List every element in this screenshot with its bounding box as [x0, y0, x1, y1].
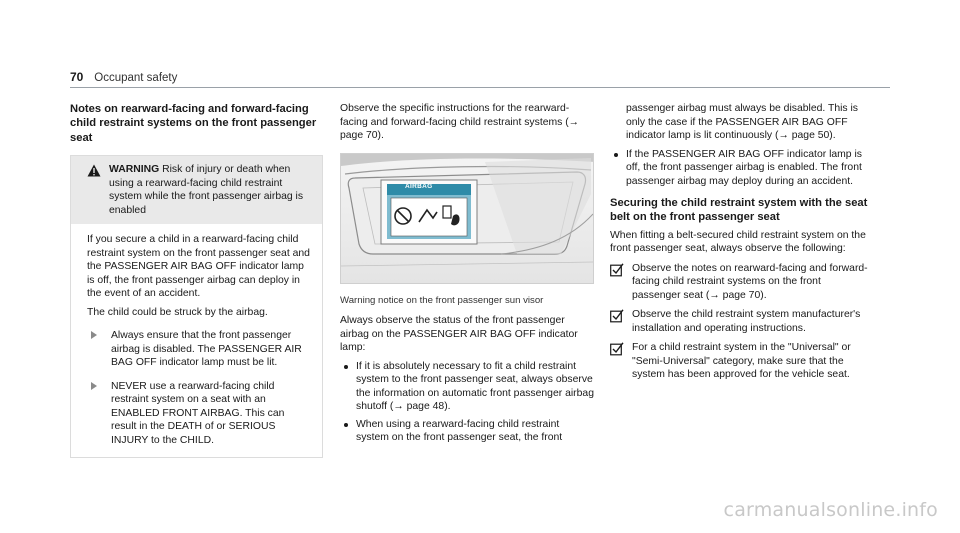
checklist-text: For a child restraint system in the "Universal" or "Semi-Universal" category, make sure that the system has been approved for the vehicle seat. [632, 342, 851, 381]
bullet-icon [344, 365, 348, 369]
lead-paragraph: Always observe the status of the front passenger airbag on the PASSENGER AIR BAG OFF indicator lamp: [340, 315, 578, 354]
checkbox-checked-icon [610, 342, 624, 356]
warning-paragraph: The child could be struck by the airbag. [87, 306, 268, 318]
list-item [610, 148, 870, 189]
action-text: Always ensure that the front passenger airbag is disabled. The PASSENGER AIR BAG OFF indicator lamp must be lit. [111, 330, 302, 369]
subsection-heading: Securing the child restraint system with the seat belt on the front passenger seat [610, 197, 868, 224]
action-item [87, 329, 312, 370]
checklist-text: Observe the child restraint system manufacturer's installation and operating instructions. [632, 309, 861, 334]
warning-label: WARNING [109, 163, 160, 175]
checklist-text: Observe the notes on rearward-facing and forward-facing child restraint systems on the front passenger seat (→ page 70). [632, 262, 868, 301]
column-1 [70, 102, 323, 458]
figure-caption: Warning notice on the front passenger sun visor [340, 294, 544, 306]
action-text: NEVER use a rearward-facing child restraint system on a seat with an ENABLED FRONT AIRBAG. This can result in the DEATH of or SERIOUS INJURY to the CHILD. [111, 380, 285, 446]
page-header [70, 70, 890, 86]
checklist-item [610, 308, 870, 335]
warning-text [109, 163, 312, 217]
warning-description: Risk of injury or death when using a rearward-facing child restraint system while the front passenger airbag is enabled [109, 163, 304, 216]
warning-body [71, 224, 322, 457]
sun-visor-figure [340, 153, 594, 284]
header-rule [70, 87, 890, 88]
list-item-text: When using a rearward-facing child restraint system on the front passenger seat, the front [356, 418, 563, 444]
checklist-item [610, 262, 870, 303]
bullet-icon [614, 153, 618, 157]
action-item [87, 380, 312, 448]
column-2 [340, 102, 595, 445]
checkbox-checked-icon [610, 263, 624, 277]
list-item [340, 360, 595, 414]
bullet-icon [344, 423, 348, 427]
bullet-list [340, 360, 595, 445]
arrow-right-icon [91, 382, 97, 390]
list-item-text: If the PASSENGER AIR BAG OFF indicator lamp is off, the front passenger airbag is enabled. The front passenger airbag may deploy during an accident. [626, 148, 862, 187]
list-item [340, 418, 595, 445]
warning-header [71, 156, 322, 224]
warning-box [70, 155, 323, 458]
checklist-item [610, 341, 870, 382]
checkbox-checked-icon [610, 309, 624, 323]
warning-triangle-icon [87, 164, 101, 217]
page-number: 70 [70, 70, 84, 84]
bullet-list [610, 148, 870, 189]
sun-visor-illustration [341, 154, 594, 284]
section-title: Occupant safety [94, 72, 178, 84]
column-3 [610, 102, 870, 382]
watermark: carmanualsonline.info [723, 499, 938, 522]
continued-paragraph: passenger airbag must always be disabled. This is only the case if the PASSENGER AIR BAG OFF indicator lamp is lit continuously (→ page 50). [626, 103, 858, 142]
figure-airbag-label: AIRBAG [405, 182, 433, 190]
arrow-right-icon [91, 331, 97, 339]
list-item-text: If it is absolutely necessary to fit a child restraint system to the front passenger seat, always observe the information on automatic front passenger airbag shutoff (→ page 48). [356, 360, 594, 413]
warning-paragraph: If you secure a child in a rearward-facing child restraint system on the front passenger seat and the PASSENGER AIR BAG OFF indicator lamp is off, the front passenger airbag can deploy in the event of an accident. [87, 234, 310, 300]
intro-paragraph: Observe the specific instructions for the rearward-facing and forward-facing child restraint systems (→ page 70). [340, 103, 580, 142]
section-heading: Notes on rearward-facing and forward-facing child restraint systems on the front passenger seat [70, 103, 317, 144]
intro-paragraph: When fitting a belt-secured child restraint system on the front passenger seat, always observe the following: [610, 229, 866, 255]
